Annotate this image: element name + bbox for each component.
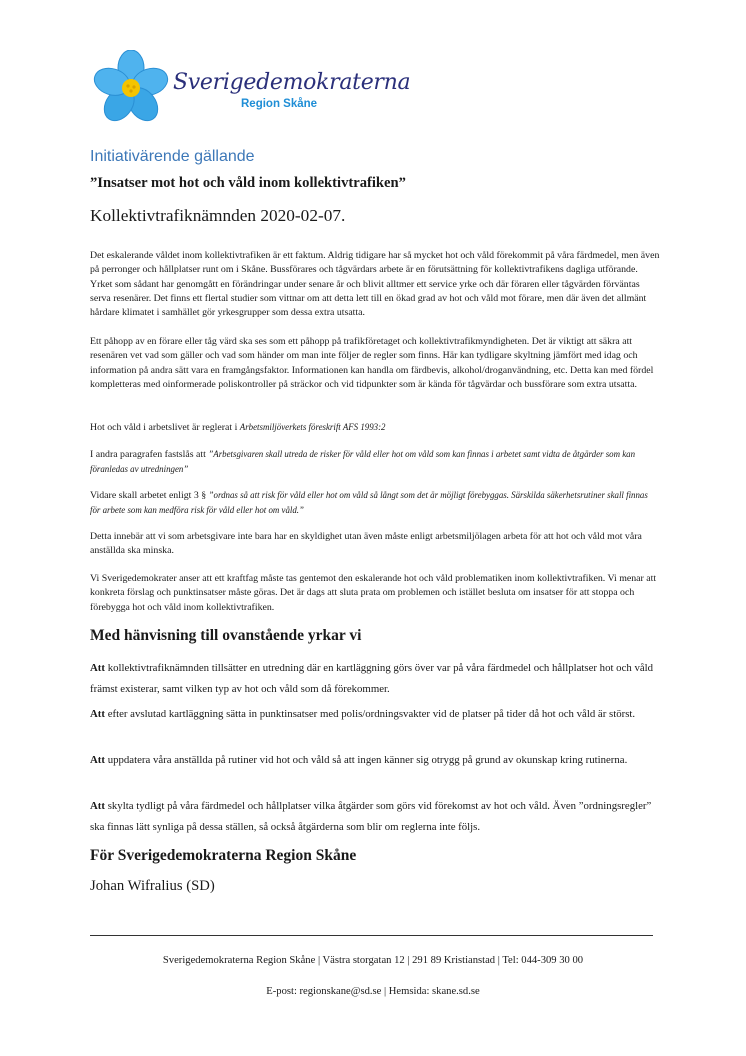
footer-divider: [90, 935, 653, 936]
logo-wordmark: Sverigedemokraterna: [173, 70, 411, 95]
footer-address: Sverigedemokraterna Region Skåne | Västra storgatan 12 | 291 89 Kristianstad | Tel: 044-309 30 00: [162, 955, 584, 966]
second-section-quote: ”Arbetsgivaren skall utreda de risker för våld eller hot om våld som kan finnas i arbetet samt vidta de åtgärder som kan föranledas av utredningen”: [90, 449, 636, 475]
demand-text: uppdatera våra anställda på rutiner vid hot och våld så att ingen känner sig otrygg på grund av okunskap kring rutinerna.: [105, 754, 628, 766]
paragraph-position: Vi Sverigedemokrater anser att ett kraftfag måste tas gentemot den eskalerande hot och våld problematiken inom kollektivtrafiken. Vi menar att konkreta förslag och punktinsatser måste göras. Det är dags att sluta prata om problemen och istället besluta om insatser för att stoppa och förebygga hot och våld inom kollektivtrafiken.: [90, 573, 657, 613]
paragraph-intro: Det eskalerande våldet inom kollektivtrafiken är ett faktum. Aldrig tidigare har så mycket hot och våld förekommit på våra färdmedel, men även på perronger och hållplatser runt om i Skåne. Bussförares och tågvärdars arbete är en förutsättning för kollektivtrafikens dagliga utförande. Yrket som sådant har genomgått en förändringar under senare år och blivit alltmer ett service yrke och där föraren eller tågvärden förväntas serva resenärer. Det finns ett flertal studier som vittnar om att detta lett till en ökad grad av hot och våld mot förare, men där även det allmänt hårdare klimatet i samhället gör yrkesgrupper som dessa extra utsatta.: [90, 250, 660, 319]
demand-lead: Att: [90, 800, 105, 812]
committee-date: Kollektivtrafiknämnden 2020-02-07.: [90, 206, 346, 225]
signer-name: Johan Wifralius (SD): [90, 878, 215, 894]
paragraph-second-section: [90, 447, 660, 478]
regulation-text: Hot och våld i arbetslivet är reglerat i: [90, 422, 240, 433]
demand-lead: Att: [90, 754, 105, 766]
paragraph-assault: Ett påhopp av en förare eller tåg värd ska ses som ett påhopp på trafikföretaget och kollektivtrafikmyndigheten. Det är viktigt att säkra att resenären vet vad som gäller och vad som händer om man inte följer de regler som finns. Här kan tydligare skyltning jämfört med idag och information på andra sätt vara en framgångsfaktor. Informationen kan handla om färdbevis, alkohol/droganvändning, etc. Detta kan med fördel kompletteras med oinformerade poliskontroller på sträckor och vid tidpunkter som är kända för tågvärdar och bussförare som extra utsatta.: [90, 336, 654, 390]
paragraph-third-section: [90, 488, 660, 519]
third-section-text: Vidare skall arbetet enligt 3 §: [90, 490, 209, 501]
third-section-quote: ”ordnas så att risk för våld eller hot om våld så långt som det är möjligt förebyggas. Särskilda säkerhetsrutiner skall finnas för arbete som kan medföra risk för våld eller hot om våld.”: [90, 490, 648, 516]
second-section-text: I andra paragrafen fastslås att: [90, 449, 209, 460]
initiative-label: Initiativärende gällande: [90, 148, 255, 165]
regulation-reference: Arbetsmiljöverkets föreskrift AFS 1993:2: [239, 422, 386, 432]
demand-text: skylta tydligt på våra färdmedel och hållplatser vilka åtgärder som görs vid förekomst av hot och våld. Även ”ordningsregler” ska finnas lätt synliga på dessa ställen, så också åtgärderna som blir om reglerna inte följs.: [90, 800, 652, 833]
paragraph-employer-duty: Detta innebär att vi som arbetsgivare inte bara har en skyldighet utan även måste enligt arbetsmiljölagen arbeta för att hot och våld mot våra anställda ska minska.: [90, 531, 642, 557]
signature-heading: För Sverigedemokraterna Region Skåne: [90, 847, 357, 864]
demand-item: [90, 658, 660, 699]
anemone-flower-icon: [93, 50, 171, 122]
demand-text: kollektivtrafiknämnden tillsätter en utredning där en kartläggning görs över var på våra färdmedel och hållplatser hot och våld främst existerar, samt vilken typ av hot och våld som då förekommer.: [90, 662, 654, 695]
demand-item: [90, 796, 660, 837]
demand-text: efter avslutad kartläggning sätta in punktinsatser med polis/ordningsvakter vid de platser på tider då hot och våld är störst.: [105, 708, 636, 720]
party-logo: [93, 50, 411, 122]
demand-lead: Att: [90, 708, 105, 720]
demand-lead: Att: [90, 662, 105, 674]
logo-region-label: Region Skåne: [241, 98, 318, 110]
paragraph-regulation: [90, 420, 660, 435]
document-title: ”Insatser mot hot och våld inom kollektivtrafiken”: [90, 175, 406, 191]
demand-item: [90, 750, 660, 771]
demand-item: [90, 704, 660, 725]
footer-contact: E-post: regionskane@sd.se | Hemsida: skane.sd.se: [266, 986, 480, 997]
demands-heading: Med hänvisning till ovanstående yrkar vi: [90, 627, 362, 644]
